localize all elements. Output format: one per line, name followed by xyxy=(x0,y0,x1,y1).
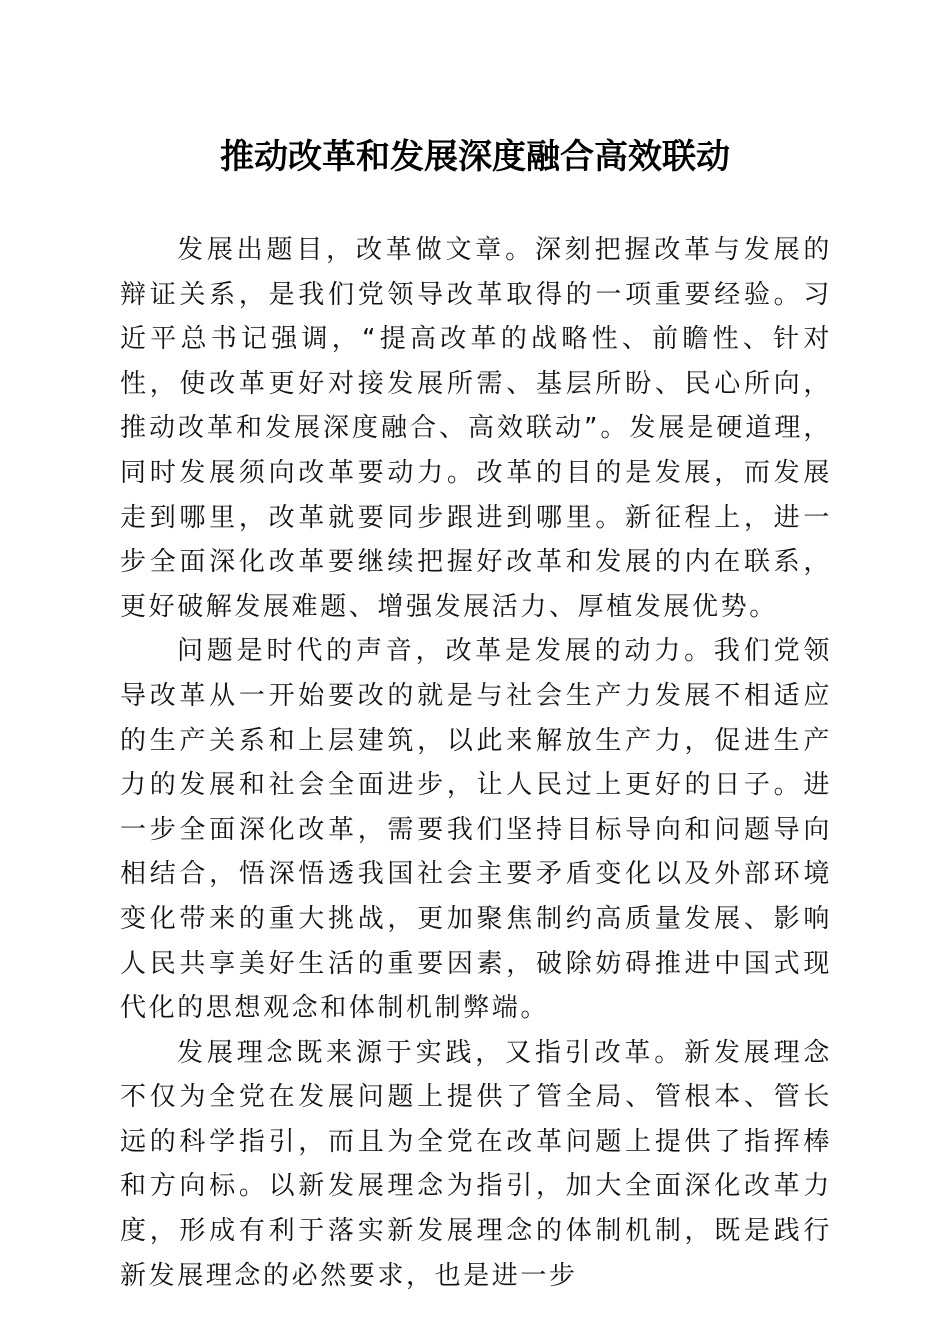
document-body xyxy=(120,228,832,1298)
document-title: 推动改革和发展深度融合高效联动 xyxy=(220,137,730,177)
paragraph-1: 发展出题目，改革做文章。深刻把握改革与发展的辩证关系，是我们党领导改革取得的一项重要经验。习近平总书记强调，“提高改革的战略性、前瞻性、针对性，使改革更好对接发展所需、基层所盼、民心所向，推动改革和发展深度融合、高效联动”。发展是硬道理，同时发展须向改革要动力。改革的目的是发展，而发展走到哪里，改革就要同步跟进到哪里。新征程上，进一步全面深化改革要继续把握好改革和发展的内在联系，更好破解发展难题、增强发展活力、厚植发展优势。 xyxy=(120,235,832,622)
paragraph-2: 问题是时代的声音，改革是发展的动力。我们党领导改革从一开始要改的就是与社会生产力发展不相适应的生产关系和上层建筑，以此来解放生产力，促进生产力的发展和社会全面进步，让人民过上更好的日子。进一步全面深化改革，需要我们坚持目标导向和问题导向相结合，悟深悟透我国社会主要矛盾变化以及外部环境变化带来的重大挑战，更加聚焦制约高质量发展、影响人民共享美好生活的重要因素，破除妨碍推进中国式现代化的思想观念和体制机制弊端。 xyxy=(120,636,832,1024)
paragraph-3: 发展理念既来源于实践，又指引改革。新发展理念不仅为全党在发展问题上提供了管全局、管根本、管长远的科学指引，而且为全党在改革问题上提供了指挥棒和方向标。以新发展理念为指引，加大全面深化改革力度，形成有利于落实新发展理念的体制机制，既是践行新发展理念的必然要求，也是进一步 xyxy=(120,1037,832,1291)
